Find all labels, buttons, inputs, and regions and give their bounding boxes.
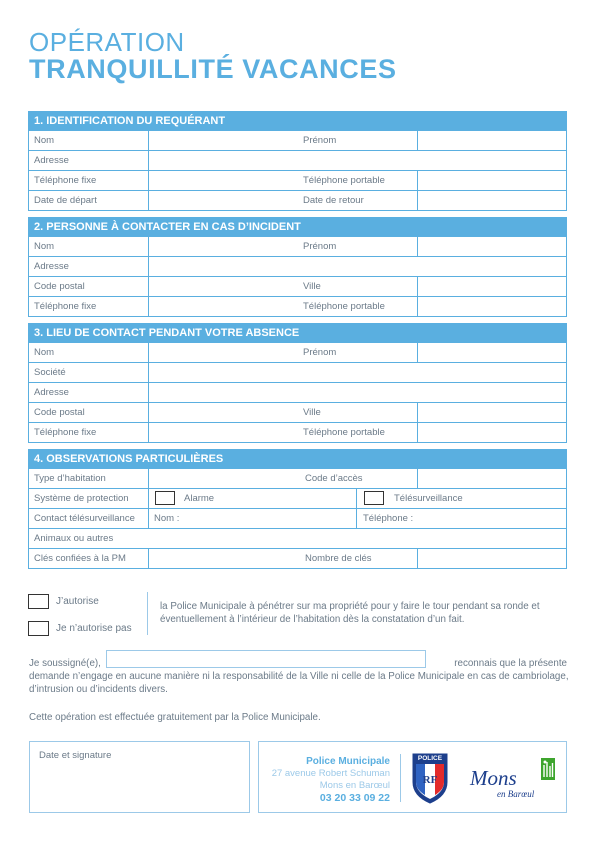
label-systeme-protection: Système de protection <box>34 493 129 504</box>
label-autorise-pas: Je n’autorise pas <box>56 623 132 634</box>
alarme-checkbox[interactable] <box>155 491 175 505</box>
soussigne-name-field[interactable] <box>106 650 426 668</box>
label-tel-fixe: Téléphone fixe <box>34 175 97 186</box>
label-nombre-cles: Nombre de clés <box>305 553 372 564</box>
label-tel-fixe: Téléphone fixe <box>34 427 97 438</box>
label-tel-portable: Téléphone portable <box>303 427 385 438</box>
row-nom-prenom[interactable] <box>28 131 567 151</box>
consent-divider <box>147 592 148 635</box>
label-type-habitation: Type d’habitation <box>34 473 106 484</box>
label-ville: Ville <box>303 407 321 418</box>
label-alarme: Alarme <box>184 493 215 504</box>
label-contact-telesurveillance: Contact télésurveillance <box>34 513 135 524</box>
row-cles[interactable] <box>28 549 567 569</box>
label-telephone: Téléphone : <box>363 513 414 524</box>
police-address-2: Mons en Barœul <box>319 780 390 791</box>
label-cles: Clés confiées à la PM <box>34 553 126 564</box>
row-telephones[interactable] <box>28 297 567 317</box>
label-soussigne: Je soussigné(e), <box>29 658 101 669</box>
badge-letters: RF <box>422 774 438 786</box>
section-1-title: 1. IDENTIFICATION DU REQUÉRANT <box>28 111 567 131</box>
label-nom: Nom : <box>154 513 180 524</box>
label-code-acces: Code d’accès <box>305 473 363 484</box>
section-3-title: 3. LIEU DE CONTACT PENDANT VOTRE ABSENCE <box>28 323 567 343</box>
title-line-2: TRANQUILLITÉ VACANCES <box>29 54 397 84</box>
label-prenom: Prénom <box>303 241 337 252</box>
section-4-title: 4. OBSERVATIONS PARTICULIÈRES <box>28 449 567 469</box>
row-adresse[interactable] <box>28 383 567 403</box>
consent-text: la Police Municipale à pénétrer sur ma propriété pour y faire le tour pendant sa ronde et éventuellement à l’intérieur de l’habitation dès la constatation d’un fait. <box>160 601 540 625</box>
row-adresse[interactable] <box>28 151 567 171</box>
section-identification <box>28 111 567 211</box>
row-societe[interactable] <box>28 363 567 383</box>
label-date-depart: Date de départ <box>34 195 97 206</box>
label-adresse: Adresse <box>34 387 69 398</box>
autorise-checkbox[interactable] <box>28 594 49 609</box>
label-autorise: J’autorise <box>56 596 99 607</box>
row-habitation[interactable] <box>28 469 567 489</box>
label-code-postal: Code postal <box>34 407 85 418</box>
gratuit-note: Cette opération est effectuée gratuitement par la Police Municipale. <box>29 712 321 723</box>
label-date-retour: Date de retour <box>303 195 364 206</box>
mons-logo-subtext: en Barœul <box>497 789 535 799</box>
row-systeme-protection <box>28 489 567 509</box>
police-municipale-box <box>258 741 567 813</box>
pm-divider <box>400 754 401 802</box>
label-societe: Société <box>34 367 66 378</box>
autorise-pas-checkbox[interactable] <box>28 621 49 636</box>
police-phone: 03 20 33 09 22 <box>319 792 390 804</box>
row-cp-ville[interactable] <box>28 277 567 297</box>
declaration-body: demande n’engage en aucune manière ni la responsabilité de la Ville ni celle de la Police Municipale en cas de cambriolage, d’intrusion ou d’incidents divers. <box>29 671 569 695</box>
label-adresse: Adresse <box>34 155 69 166</box>
label-reconnais: reconnais que la présente <box>454 658 567 669</box>
label-nom: Nom <box>34 135 55 146</box>
section-contact-incident <box>28 217 567 317</box>
police-address-1: 27 avenue Robert Schuman <box>271 768 390 779</box>
title-line-1: OPÉRATION <box>29 27 185 57</box>
label-prenom: Prénom <box>303 347 337 358</box>
mons-logo-icon <box>541 758 555 780</box>
row-contact-telesurveillance[interactable] <box>28 509 567 529</box>
mons-logo-text: Mons <box>470 766 517 790</box>
signature-field[interactable] <box>29 741 250 813</box>
section-observations <box>28 449 567 569</box>
label-nom: Nom <box>34 347 55 358</box>
row-nom-prenom[interactable] <box>28 237 567 257</box>
label-code-postal: Code postal <box>34 281 85 292</box>
section-lieu-contact <box>28 323 567 443</box>
label-tel-portable: Téléphone portable <box>303 301 385 312</box>
section-2-title: 2. PERSONNE À CONTACTER EN CAS D’INCIDENT <box>28 217 567 237</box>
row-nom-prenom[interactable] <box>28 343 567 363</box>
row-telephones[interactable] <box>28 423 567 443</box>
label-tel-portable: Téléphone portable <box>303 175 385 186</box>
police-name: Police Municipale <box>306 756 390 767</box>
label-date-signature: Date et signature <box>39 750 112 761</box>
label-ville: Ville <box>303 281 321 292</box>
row-dates[interactable] <box>28 191 567 211</box>
row-telephones[interactable] <box>28 171 567 191</box>
row-animaux[interactable] <box>28 529 567 549</box>
label-tel-fixe: Téléphone fixe <box>34 301 97 312</box>
telesurveillance-checkbox[interactable] <box>364 491 384 505</box>
row-cp-ville[interactable] <box>28 403 567 423</box>
badge-text: POLICE <box>417 755 443 762</box>
police-badge-icon <box>411 752 449 804</box>
label-nom: Nom <box>34 241 55 252</box>
label-telesurveillance: Télésurveillance <box>394 493 463 504</box>
label-animaux: Animaux ou autres <box>34 533 114 544</box>
label-prenom: Prénom <box>303 135 337 146</box>
row-adresse[interactable] <box>28 257 567 277</box>
label-adresse: Adresse <box>34 261 69 272</box>
